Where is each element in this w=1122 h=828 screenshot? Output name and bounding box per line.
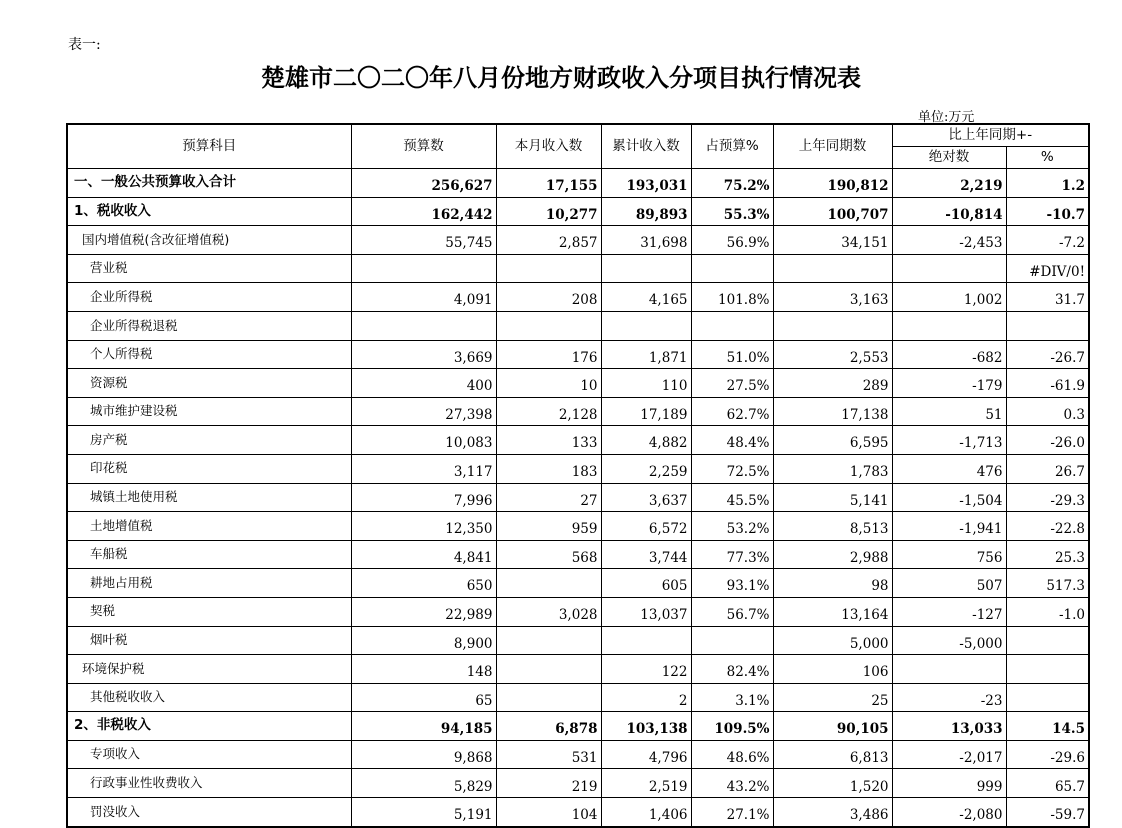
row-subject: 国内增值税(含改征增值税) [67, 226, 351, 255]
cell-percent: -22.8 [1006, 512, 1089, 541]
table-row [67, 283, 1089, 312]
cell-cumulative: 122 [601, 655, 691, 684]
cell-pct [691, 254, 773, 283]
cell-month: 2,128 [496, 397, 601, 426]
cell-abs [892, 311, 1006, 340]
page-title: 楚雄市二〇二〇年八月份地方财政收入分项目执行情况表 [261, 64, 861, 92]
cell-budget: 5,829 [351, 769, 496, 798]
cell-cumulative: 605 [601, 569, 691, 598]
cell-month: 6,878 [496, 712, 601, 741]
cell-cumulative [601, 254, 691, 283]
cell-cumulative: 4,165 [601, 283, 691, 312]
cell-month [496, 683, 601, 712]
cell-month: 959 [496, 512, 601, 541]
header-percent: % [1006, 147, 1089, 169]
table-row [67, 197, 1089, 226]
cell-percent: -26.0 [1006, 426, 1089, 455]
cell-budget: 9,868 [351, 740, 496, 769]
cell-percent: -10.7 [1006, 197, 1089, 226]
cell-month: 3,028 [496, 597, 601, 626]
cell-percent: 25.3 [1006, 540, 1089, 569]
cell-month: 176 [496, 340, 601, 369]
row-subject: 企业所得税 [67, 283, 351, 312]
row-subject: 房产税 [67, 426, 351, 455]
cell-month: 27 [496, 483, 601, 512]
cell-budget: 400 [351, 369, 496, 398]
cell-last-year: 1,520 [773, 769, 892, 798]
table-row [67, 569, 1089, 598]
cell-month [496, 254, 601, 283]
row-subject: 城市维护建设税 [67, 397, 351, 426]
cell-last-year: 6,595 [773, 426, 892, 455]
table-row [67, 454, 1089, 483]
cell-last-year: 17,138 [773, 397, 892, 426]
table-row [67, 254, 1089, 283]
header-budget: 预算数 [351, 124, 496, 169]
cell-abs [892, 254, 1006, 283]
cell-percent [1006, 683, 1089, 712]
cell-cumulative: 6,572 [601, 512, 691, 541]
cell-pct: 77.3% [691, 540, 773, 569]
table-row [67, 512, 1089, 541]
cell-last-year: 5,000 [773, 626, 892, 655]
cell-pct: 53.2% [691, 512, 773, 541]
cell-cumulative: 2 [601, 683, 691, 712]
cell-budget: 5,191 [351, 798, 496, 827]
header-last-year: 上年同期数 [773, 124, 892, 169]
cell-percent: 1.2 [1006, 169, 1089, 198]
cell-budget: 55,745 [351, 226, 496, 255]
cell-abs: -2,017 [892, 740, 1006, 769]
cell-month: 531 [496, 740, 601, 769]
cell-abs: -2,453 [892, 226, 1006, 255]
cell-pct: 43.2% [691, 769, 773, 798]
cell-budget: 650 [351, 569, 496, 598]
cell-percent: #DIV/0! [1006, 254, 1089, 283]
cell-abs: -1,504 [892, 483, 1006, 512]
cell-pct: 72.5% [691, 454, 773, 483]
cell-month: 17,155 [496, 169, 601, 198]
table-row [67, 597, 1089, 626]
cell-percent: -7.2 [1006, 226, 1089, 255]
table-row [67, 769, 1089, 798]
cell-cumulative: 3,744 [601, 540, 691, 569]
cell-percent: -59.7 [1006, 798, 1089, 827]
cell-cumulative: 31,698 [601, 226, 691, 255]
row-subject: 1、税收收入 [67, 197, 351, 226]
cell-last-year: 34,151 [773, 226, 892, 255]
table-row [67, 483, 1089, 512]
table-row [67, 369, 1089, 398]
cell-budget: 65 [351, 683, 496, 712]
cell-month [496, 569, 601, 598]
cell-percent [1006, 311, 1089, 340]
table-tag: 表一: [68, 37, 101, 53]
cell-month: 10 [496, 369, 601, 398]
revenue-table [66, 123, 1090, 828]
cell-percent: -61.9 [1006, 369, 1089, 398]
cell-last-year: 13,164 [773, 597, 892, 626]
cell-abs: -127 [892, 597, 1006, 626]
header-compare: 比上年同期+- [892, 124, 1089, 147]
row-subject: 环境保护税 [67, 655, 351, 684]
cell-budget: 3,117 [351, 454, 496, 483]
cell-pct: 109.5% [691, 712, 773, 741]
cell-abs: 476 [892, 454, 1006, 483]
cell-month: 10,277 [496, 197, 601, 226]
cell-percent: 14.5 [1006, 712, 1089, 741]
header-month: 本月收入数 [496, 124, 601, 169]
cell-abs: -2,080 [892, 798, 1006, 827]
cell-month [496, 626, 601, 655]
cell-pct: 55.3% [691, 197, 773, 226]
cell-budget: 256,627 [351, 169, 496, 198]
row-subject: 行政事业性收费收入 [67, 769, 351, 798]
cell-last-year: 3,486 [773, 798, 892, 827]
cell-abs: -1,713 [892, 426, 1006, 455]
cell-pct [691, 626, 773, 655]
cell-last-year: 106 [773, 655, 892, 684]
table-row [67, 712, 1089, 741]
cell-budget: 162,442 [351, 197, 496, 226]
cell-pct: 45.5% [691, 483, 773, 512]
row-subject: 印花税 [67, 454, 351, 483]
cell-month: 2,857 [496, 226, 601, 255]
cell-month [496, 655, 601, 684]
cell-abs [892, 655, 1006, 684]
header-abs: 绝对数 [892, 147, 1006, 169]
cell-percent: 31.7 [1006, 283, 1089, 312]
row-subject: 其他税收收入 [67, 683, 351, 712]
cell-cumulative: 110 [601, 369, 691, 398]
cell-percent: 26.7 [1006, 454, 1089, 483]
cell-percent: -29.6 [1006, 740, 1089, 769]
cell-last-year [773, 311, 892, 340]
row-subject: 一、一般公共预算收入合计 [67, 169, 351, 198]
row-subject: 2、非税收入 [67, 712, 351, 741]
row-subject: 契税 [67, 597, 351, 626]
cell-cumulative: 4,796 [601, 740, 691, 769]
row-subject: 企业所得税退税 [67, 311, 351, 340]
table-row [67, 169, 1089, 198]
cell-cumulative: 1,406 [601, 798, 691, 827]
cell-last-year: 1,783 [773, 454, 892, 483]
cell-month: 219 [496, 769, 601, 798]
cell-pct: 27.1% [691, 798, 773, 827]
cell-pct: 48.4% [691, 426, 773, 455]
table-row [67, 340, 1089, 369]
cell-pct: 56.7% [691, 597, 773, 626]
row-subject: 烟叶税 [67, 626, 351, 655]
cell-pct: 62.7% [691, 397, 773, 426]
cell-last-year: 98 [773, 569, 892, 598]
cell-abs: -682 [892, 340, 1006, 369]
row-subject: 耕地占用税 [67, 569, 351, 598]
cell-last-year: 100,707 [773, 197, 892, 226]
row-subject: 罚没收入 [67, 798, 351, 827]
table-row [67, 226, 1089, 255]
cell-month: 104 [496, 798, 601, 827]
cell-budget: 27,398 [351, 397, 496, 426]
cell-pct: 56.9% [691, 226, 773, 255]
cell-cumulative: 89,893 [601, 197, 691, 226]
unit-label: 单位:万元 [918, 110, 975, 125]
cell-abs: 13,033 [892, 712, 1006, 741]
cell-month: 568 [496, 540, 601, 569]
cell-budget: 7,996 [351, 483, 496, 512]
cell-month: 208 [496, 283, 601, 312]
cell-budget: 12,350 [351, 512, 496, 541]
cell-last-year: 2,553 [773, 340, 892, 369]
header-subject: 预算科目 [67, 124, 351, 169]
row-subject: 城镇土地使用税 [67, 483, 351, 512]
table-row [67, 626, 1089, 655]
cell-budget: 8,900 [351, 626, 496, 655]
row-subject: 个人所得税 [67, 340, 351, 369]
header-pct: 占预算% [691, 124, 773, 169]
cell-last-year: 6,813 [773, 740, 892, 769]
cell-pct: 3.1% [691, 683, 773, 712]
cell-last-year: 190,812 [773, 169, 892, 198]
cell-percent: -29.3 [1006, 483, 1089, 512]
cell-percent: 65.7 [1006, 769, 1089, 798]
cell-budget: 3,669 [351, 340, 496, 369]
cell-abs: -1,941 [892, 512, 1006, 541]
cell-budget: 148 [351, 655, 496, 684]
row-subject: 车船税 [67, 540, 351, 569]
cell-month: 183 [496, 454, 601, 483]
table-row [67, 683, 1089, 712]
cell-last-year: 289 [773, 369, 892, 398]
cell-abs: -179 [892, 369, 1006, 398]
row-subject: 资源税 [67, 369, 351, 398]
cell-budget: 4,091 [351, 283, 496, 312]
table-row [67, 540, 1089, 569]
cell-last-year: 25 [773, 683, 892, 712]
cell-percent [1006, 626, 1089, 655]
table-row [67, 397, 1089, 426]
cell-percent: 517.3 [1006, 569, 1089, 598]
cell-cumulative: 1,871 [601, 340, 691, 369]
cell-cumulative [601, 311, 691, 340]
cell-cumulative: 103,138 [601, 712, 691, 741]
cell-last-year: 2,988 [773, 540, 892, 569]
cell-budget: 10,083 [351, 426, 496, 455]
cell-abs: 756 [892, 540, 1006, 569]
cell-last-year [773, 254, 892, 283]
cell-percent: -1.0 [1006, 597, 1089, 626]
table-row [67, 655, 1089, 684]
cell-abs: 2,219 [892, 169, 1006, 198]
cell-percent: 0.3 [1006, 397, 1089, 426]
cell-abs: -23 [892, 683, 1006, 712]
cell-pct: 93.1% [691, 569, 773, 598]
cell-month: 133 [496, 426, 601, 455]
row-subject: 营业税 [67, 254, 351, 283]
cell-last-year: 8,513 [773, 512, 892, 541]
cell-cumulative: 13,037 [601, 597, 691, 626]
cell-pct: 101.8% [691, 283, 773, 312]
cell-cumulative: 193,031 [601, 169, 691, 198]
cell-pct [691, 311, 773, 340]
cell-budget [351, 254, 496, 283]
table-row [67, 740, 1089, 769]
cell-percent [1006, 655, 1089, 684]
cell-abs: 1,002 [892, 283, 1006, 312]
header-cumulative: 累计收入数 [601, 124, 691, 169]
cell-abs: 999 [892, 769, 1006, 798]
cell-cumulative: 4,882 [601, 426, 691, 455]
cell-budget: 22,989 [351, 597, 496, 626]
row-subject: 土地增值税 [67, 512, 351, 541]
cell-budget: 94,185 [351, 712, 496, 741]
cell-pct: 82.4% [691, 655, 773, 684]
cell-cumulative: 3,637 [601, 483, 691, 512]
cell-pct: 75.2% [691, 169, 773, 198]
cell-last-year: 3,163 [773, 283, 892, 312]
cell-cumulative [601, 626, 691, 655]
cell-cumulative: 2,519 [601, 769, 691, 798]
table-row [67, 426, 1089, 455]
cell-percent: -26.7 [1006, 340, 1089, 369]
cell-budget: 4,841 [351, 540, 496, 569]
cell-cumulative: 17,189 [601, 397, 691, 426]
cell-last-year: 90,105 [773, 712, 892, 741]
cell-budget [351, 311, 496, 340]
cell-pct: 48.6% [691, 740, 773, 769]
row-subject: 专项收入 [67, 740, 351, 769]
cell-abs: 51 [892, 397, 1006, 426]
cell-pct: 51.0% [691, 340, 773, 369]
cell-abs: -5,000 [892, 626, 1006, 655]
cell-abs: 507 [892, 569, 1006, 598]
cell-pct: 27.5% [691, 369, 773, 398]
table-row [67, 311, 1089, 340]
cell-month [496, 311, 601, 340]
cell-last-year: 5,141 [773, 483, 892, 512]
cell-abs: -10,814 [892, 197, 1006, 226]
table-row [67, 798, 1089, 827]
cell-cumulative: 2,259 [601, 454, 691, 483]
